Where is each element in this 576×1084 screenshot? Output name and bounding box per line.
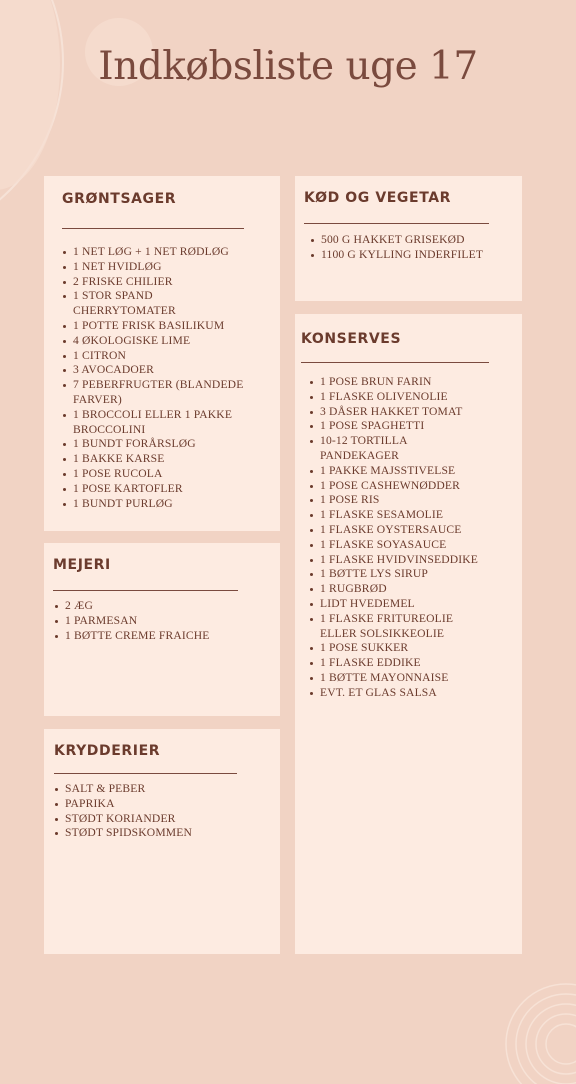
list-item: 1 BØTTE CREME FRAICHE: [54, 629, 238, 644]
list-item: 1 RUGBRØD: [309, 582, 489, 597]
list-item: 1 STOR SPAND CHERRYTOMATER: [62, 289, 244, 319]
list-item: 1 BØTTE LYS SIRUP: [309, 567, 489, 582]
section-heading-krydderier: KRYDDERIER: [54, 743, 161, 759]
card-koed-og-vegetar: [295, 176, 522, 301]
list-item: 1 FLASKE FRITUREOLIE ELLER SOLSIKKEOLIE: [309, 612, 489, 642]
list-item: 2 FRISKE CHILIER: [62, 275, 244, 290]
list-item: 1 PARMESAN: [54, 614, 238, 629]
list-item: 1 BØTTE MAYONNAISE: [309, 671, 489, 686]
list-item: LIDT HVEDEMEL: [309, 597, 489, 612]
list-konserves: [301, 375, 489, 701]
list-item: 1 POSE BRUN FARIN: [309, 375, 489, 390]
divider: [301, 362, 489, 363]
list-item: 1 POTTE FRISK BASILIKUM: [62, 319, 244, 334]
list-item: 1 POSE SPAGHETTI: [309, 419, 489, 434]
list-item: 1 FLASKE OLIVENOLIE: [309, 390, 489, 405]
decorative-rings-icon: [476, 954, 576, 1084]
list-mejeri: [53, 599, 238, 643]
list-item: 1 NET HVIDLØG: [62, 260, 244, 275]
list-item: EVT. ET GLAS SALSA: [309, 686, 489, 701]
list-item: 1 FLASKE EDDIKE: [309, 656, 489, 671]
divider: [53, 590, 238, 591]
list-item: 1 FLASKE SESAMOLIE: [309, 508, 489, 523]
list-item: 4 ØKOLOGISKE LIME: [62, 334, 244, 349]
list-item: 1 POSE RIS: [309, 493, 489, 508]
divider: [62, 228, 244, 229]
list-item: 1 POSE RUCOLA: [62, 467, 244, 482]
page-title: Indkøbsliste uge 17: [98, 44, 478, 89]
list-item: 2 ÆG: [54, 599, 238, 614]
list-item: STØDT KORIANDER: [54, 812, 237, 827]
list-item: PAPRIKA: [54, 797, 237, 812]
divider: [54, 773, 237, 774]
list-item: 3 DÅSER HAKKET TOMAT: [309, 405, 489, 420]
list-item: 1 FLASKE HVIDVINSEDDIKE: [309, 553, 489, 568]
list-item: 1 FLASKE OYSTERSAUCE: [309, 523, 489, 538]
card-mejeri: [44, 543, 280, 716]
list-item: 1 POSE KARTOFLER: [62, 482, 244, 497]
list-item: 3 AVOCADOER: [62, 363, 244, 378]
list-krydderier: [54, 782, 237, 841]
list-item: 10-12 TORTILLA PANDEKAGER: [309, 434, 489, 464]
decorative-circle: [0, 0, 60, 190]
section-heading-mejeri: MEJERI: [53, 557, 111, 573]
card-krydderier: [44, 729, 280, 954]
list-item: 7 PEBERFRUGTER (BLANDEDE FARVER): [62, 378, 244, 408]
list-koed: [304, 233, 489, 263]
list-item: 1 CITRON: [62, 349, 244, 364]
list-item: 1 NET LØG + 1 NET RØDLØG: [62, 245, 244, 260]
section-heading-groentsager: GRØNTSAGER: [62, 191, 177, 207]
card-groentsager: [44, 176, 280, 531]
list-item: 1 BROCCOLI ELLER 1 PAKKE BROCCOLINI: [62, 408, 244, 438]
list-item: 1 BUNDT FORÅRSLØG: [62, 437, 244, 452]
list-item: 500 G HAKKET GRISEKØD: [310, 233, 489, 248]
divider: [304, 223, 489, 224]
list-item: 1 FLASKE SOYASAUCE: [309, 538, 489, 553]
list-item: 1 BUNDT PURLØG: [62, 497, 244, 512]
card-konserves: [295, 314, 522, 954]
section-heading-konserves: KONSERVES: [301, 331, 402, 347]
section-heading-koed: KØD OG VEGETAR: [304, 190, 452, 206]
list-item: 1 BAKKE KARSE: [62, 452, 244, 467]
list-item: STØDT SPIDSKOMMEN: [54, 826, 237, 841]
list-item: 1 POSE CASHEWNØDDER: [309, 479, 489, 494]
list-item: 1 POSE SUKKER: [309, 641, 489, 656]
list-item: SALT & PEBER: [54, 782, 237, 797]
list-item: 1 PAKKE MAJSSTIVELSE: [309, 464, 489, 479]
list-groentsager: [62, 245, 244, 511]
list-item: 1100 G KYLLING INDERFILET: [310, 248, 489, 263]
